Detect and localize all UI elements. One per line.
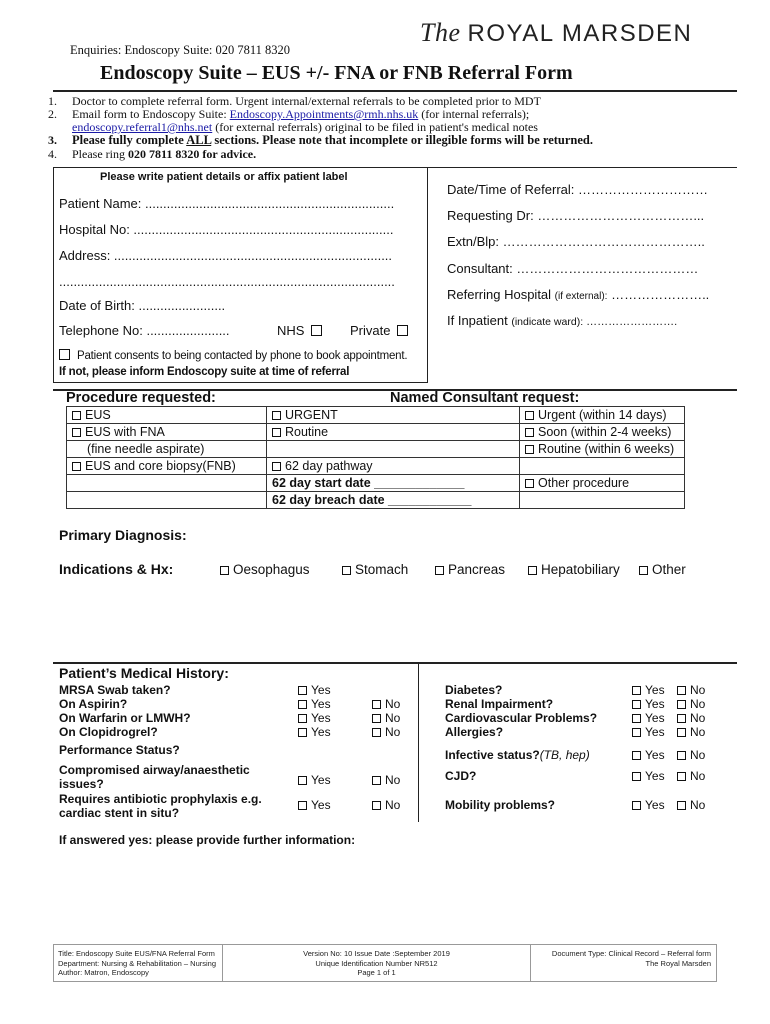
airway-yes-checkbox[interactable] xyxy=(298,776,307,785)
infective-yes[interactable] xyxy=(632,748,665,762)
diabetes-label: Diabetes? xyxy=(445,683,503,697)
urgent-label: URGENT xyxy=(285,408,338,422)
hepatobiliary-label: Hepatobiliary xyxy=(541,562,620,577)
antibiotic-no-label: No xyxy=(385,798,401,812)
pathway-checkbox[interactable] xyxy=(272,462,281,471)
antibiotic-yes-checkbox[interactable] xyxy=(298,801,307,810)
private-option[interactable] xyxy=(350,323,412,338)
clopidogrel-yes[interactable] xyxy=(298,725,331,739)
urgent14-label: Urgent (within 14 days) xyxy=(538,408,667,422)
allergies-label: Allergies? xyxy=(445,725,504,739)
indication-pancreas[interactable] xyxy=(435,562,505,577)
inpatient-ward-field[interactable] xyxy=(447,313,677,328)
empty-cell xyxy=(267,441,520,458)
footer-uid: Unique Identification Number NR512 xyxy=(315,958,438,968)
hepatobiliary-checkbox[interactable] xyxy=(528,566,537,575)
warfarin-no[interactable] xyxy=(372,711,400,725)
empty-cell xyxy=(67,475,267,492)
eus-option[interactable] xyxy=(67,407,267,424)
hospital-no-field[interactable]: Hospital No: ........................................................................ xyxy=(59,222,394,237)
warfarin-no-label: No xyxy=(385,711,401,725)
instruction-3-pre: Please fully complete xyxy=(72,133,187,147)
antibiotic-yes-label: Yes xyxy=(311,798,331,812)
mrsa-yes-label: Yes xyxy=(311,683,331,697)
history-section-top xyxy=(53,662,737,664)
renal-yes-checkbox[interactable] xyxy=(632,700,641,709)
aspirin-yes[interactable] xyxy=(298,697,331,711)
further-info-label: If answered yes: please provide further information: xyxy=(59,833,356,847)
mobility-no-label: No xyxy=(690,798,706,812)
aspirin-no[interactable] xyxy=(372,697,400,711)
diabetes-no[interactable] xyxy=(677,683,705,697)
footer-version: Version No: 10 Issue Date :September 2019 xyxy=(303,949,450,958)
renal-yes-label: Yes xyxy=(645,697,665,711)
consent-option[interactable] xyxy=(59,349,407,362)
patient-section-top xyxy=(53,167,737,168)
footer-org: The Royal Marsden xyxy=(645,958,711,968)
renal-no[interactable] xyxy=(677,697,705,711)
urgent14-checkbox[interactable] xyxy=(525,411,534,420)
warfarin-yes-checkbox[interactable] xyxy=(298,714,307,723)
cardio-no-label: No xyxy=(690,711,706,725)
mobility-no-checkbox[interactable] xyxy=(677,801,686,810)
patient-section-divider xyxy=(427,167,428,382)
address-field[interactable]: Address: ............................................................................. xyxy=(59,248,393,263)
pancreas-checkbox[interactable] xyxy=(435,566,444,575)
urgent-checkbox[interactable] xyxy=(272,411,281,420)
warfarin-yes[interactable] xyxy=(298,711,331,725)
nhs-option[interactable] xyxy=(277,323,326,338)
procedure-heading: Procedure requested: xyxy=(66,390,216,406)
routine-checkbox[interactable] xyxy=(272,428,281,437)
mrsa-yes[interactable] xyxy=(298,683,331,697)
referral-datetime-field[interactable]: Date/Time of Referral: ………………………… xyxy=(447,182,709,197)
other-procedure-option[interactable] xyxy=(520,475,685,492)
mrsa-yes-checkbox[interactable] xyxy=(298,686,307,695)
breach-date-field[interactable]: 62 day breach date ____________ xyxy=(267,492,520,509)
mobility-yes-label: Yes xyxy=(645,798,665,812)
airway-label-2: issues? xyxy=(59,777,104,791)
requesting-dr-field[interactable]: Requesting Dr: ………………………………... xyxy=(447,208,705,223)
clopidogrel-no-checkbox[interactable] xyxy=(372,728,381,737)
diabetes-yes[interactable] xyxy=(632,683,665,697)
allergies-no-checkbox[interactable] xyxy=(677,728,686,737)
routine-option[interactable] xyxy=(267,424,520,441)
mobility-yes-checkbox[interactable] xyxy=(632,801,641,810)
warfarin-no-checkbox[interactable] xyxy=(372,714,381,723)
instruction-2-mid: (for internal referrals); xyxy=(418,107,530,121)
airway-no-checkbox[interactable] xyxy=(372,776,381,785)
eus-label: EUS xyxy=(85,408,111,422)
stomach-checkbox[interactable] xyxy=(342,566,351,575)
address-line-2[interactable]: ............................................................................................. xyxy=(59,274,395,289)
other-label: Other xyxy=(652,562,686,577)
indications-label: Indications & Hx: xyxy=(59,561,174,577)
footer-page: Page 1 of 1 xyxy=(357,968,396,977)
eus-fna-option[interactable] xyxy=(67,424,267,441)
oesophagus-checkbox[interactable] xyxy=(220,566,229,575)
antibiotic-no[interactable] xyxy=(372,798,400,812)
eus-fna-label: EUS with FNA xyxy=(85,425,165,439)
pathway-label: 62 day pathway xyxy=(285,459,373,473)
title-divider xyxy=(53,90,737,92)
logo-name: ROYAL MARSDEN xyxy=(467,20,693,47)
routine6-label: Routine (within 6 weeks) xyxy=(538,442,675,456)
soon-label: Soon (within 2-4 weeks) xyxy=(538,425,672,439)
instruction-3-number: 3. xyxy=(48,133,57,147)
infective-text: Infective status? xyxy=(445,748,540,762)
cardio-no[interactable] xyxy=(677,711,705,725)
indication-hepatobiliary[interactable] xyxy=(528,562,620,577)
airway-no[interactable] xyxy=(372,773,400,787)
antibiotic-label-1: Requires antibiotic prophylaxis e.g. xyxy=(59,792,262,806)
soon-option[interactable] xyxy=(520,424,685,441)
telephone-field[interactable]: Telephone No: ....................... xyxy=(59,323,230,338)
referring-hospital-field[interactable] xyxy=(447,287,709,302)
eus-checkbox[interactable] xyxy=(72,411,81,420)
instruction-1-number: 1. xyxy=(48,94,57,108)
indication-oesophagus[interactable] xyxy=(220,562,310,577)
cjd-yes[interactable] xyxy=(632,769,665,783)
infective-note: (TB, hep) xyxy=(539,748,590,762)
empty-cell xyxy=(67,492,267,509)
airway-yes[interactable] xyxy=(298,773,331,787)
clopidogrel-label: On Clopidrogrel? xyxy=(59,725,158,739)
private-label: Private xyxy=(350,323,391,338)
diabetes-yes-label: Yes xyxy=(645,683,665,697)
indication-other[interactable] xyxy=(639,562,686,577)
allergies-yes[interactable] xyxy=(632,725,665,739)
cjd-no[interactable] xyxy=(677,769,705,783)
instruction-4-post: for advice. xyxy=(199,147,257,161)
clopidogrel-no-label: No xyxy=(385,725,401,739)
page-title: Endoscopy Suite – EUS +/- FNA or FNB Referral Form xyxy=(100,62,573,84)
footer-title: Title: Endoscopy Suite EUS/FNA Referral Form xyxy=(58,949,215,958)
eus-fnb-label: EUS and core biopsy(FNB) xyxy=(85,459,236,473)
infective-yes-checkbox[interactable] xyxy=(632,751,641,760)
fna-note: (fine needle aspirate) xyxy=(67,441,267,458)
cjd-no-label: No xyxy=(690,769,706,783)
diabetes-no-label: No xyxy=(690,683,706,697)
nhs-label: NHS xyxy=(277,323,305,338)
aspirin-yes-checkbox[interactable] xyxy=(298,700,307,709)
footer-department: Department: Nursing & Rehabilitation – Nursing xyxy=(58,958,216,968)
footer-center xyxy=(223,949,530,978)
instruction-3 xyxy=(72,134,593,147)
royal-marsden-logo xyxy=(420,18,692,48)
antibiotic-label-2: cardiac stent in situ? xyxy=(59,806,180,820)
dob-field[interactable]: Date of Birth: ........................ xyxy=(59,298,226,313)
instruction-3-all: ALL xyxy=(186,133,212,147)
mobility-yes[interactable] xyxy=(632,798,665,812)
urgent-option[interactable] xyxy=(267,407,520,424)
referring-hospital-dots: ………………….. xyxy=(607,287,710,302)
indication-stomach[interactable] xyxy=(342,562,408,577)
warfarin-label: On Warfarin or LMWH? xyxy=(59,711,191,725)
pancreas-label: Pancreas xyxy=(448,562,506,577)
diabetes-yes-checkbox[interactable] xyxy=(632,686,641,695)
renal-no-label: No xyxy=(690,697,706,711)
instruction-2-pre: Email form to Endoscopy Suite: xyxy=(72,107,230,121)
consent-note: If not, please inform Endoscopy suite at time of referral xyxy=(59,366,350,378)
patient-section-left xyxy=(53,167,54,382)
allergies-no[interactable] xyxy=(677,725,705,739)
cjd-yes-checkbox[interactable] xyxy=(632,772,641,781)
consent-label: Patient consents to being contacted by phone to book appointment. xyxy=(77,350,408,362)
infective-no-label: No xyxy=(690,748,706,762)
instruction-4-phone: 020 7811 8320 xyxy=(128,147,200,161)
eus-fnb-option[interactable] xyxy=(67,458,267,475)
other-procedure-label: Other procedure xyxy=(538,476,630,490)
routine6-checkbox[interactable] xyxy=(525,445,534,454)
routine-label: Routine xyxy=(285,425,329,439)
empty-cell xyxy=(520,492,685,509)
mobility-label: Mobility problems? xyxy=(445,798,556,812)
clopidogrel-no[interactable] xyxy=(372,725,400,739)
routine6-option[interactable] xyxy=(520,441,685,458)
extn-blp-field[interactable]: Extn/Blp: ……………………………………….. xyxy=(447,234,705,249)
stomach-label: Stomach xyxy=(355,562,409,577)
start-date-field[interactable]: 62 day start date _____________ xyxy=(267,475,520,492)
primary-diagnosis-label: Primary Diagnosis: xyxy=(59,527,187,543)
cardio-yes[interactable] xyxy=(632,711,665,725)
cjd-no-checkbox[interactable] xyxy=(677,772,686,781)
mrsa-label: MRSA Swab taken? xyxy=(59,683,171,697)
instruction-2-post: (for external referrals) original to be filed in patient's medical notes xyxy=(212,120,538,134)
nhs-checkbox[interactable] xyxy=(311,325,322,336)
antibiotic-yes[interactable] xyxy=(298,798,331,812)
warfarin-yes-label: Yes xyxy=(311,711,331,725)
procedure-table xyxy=(66,406,685,509)
aspirin-yes-label: Yes xyxy=(311,697,331,711)
instruction-3-post: sections. Please note that incomplete or illegible forms will be returned. xyxy=(211,133,594,147)
cardio-yes-checkbox[interactable] xyxy=(632,714,641,723)
soon-checkbox[interactable] xyxy=(525,428,534,437)
private-checkbox[interactable] xyxy=(397,325,408,336)
internal-email-link[interactable]: Endoscopy.Appointments@rmh.nhs.uk xyxy=(229,107,419,121)
instruction-1: Doctor to complete referral form. Urgent internal/external referrals to be completed prior to MDT xyxy=(72,94,541,108)
pathway-option[interactable] xyxy=(267,458,520,475)
external-email-link[interactable]: endoscopy.referral1@nhs.net xyxy=(72,120,213,134)
infective-yes-label: Yes xyxy=(645,748,665,762)
other-procedure-checkbox[interactable] xyxy=(525,479,534,488)
eus-fnb-checkbox[interactable] xyxy=(72,462,81,471)
infective-no-checkbox[interactable] xyxy=(677,751,686,760)
instruction-4-number: 4. xyxy=(48,147,57,161)
mobility-no[interactable] xyxy=(677,798,705,812)
cardio-yes-label: Yes xyxy=(645,711,665,725)
clopidogrel-yes-label: Yes xyxy=(311,725,331,739)
empty-cell xyxy=(520,458,685,475)
patient-name-field[interactable]: Patient Name: ..................................................................... xyxy=(59,196,395,211)
footer-doctype: Document Type: Clinical Record – Referral form xyxy=(551,949,711,958)
renal-no-checkbox[interactable] xyxy=(677,700,686,709)
diabetes-no-checkbox[interactable] xyxy=(677,686,686,695)
instruction-4 xyxy=(72,148,256,161)
oesophagus-label: Oesophagus xyxy=(233,562,310,577)
antibiotic-no-checkbox[interactable] xyxy=(372,801,381,810)
footer-right xyxy=(531,949,711,968)
allergies-yes-label: Yes xyxy=(645,725,665,739)
consultant-request-heading: Named Consultant request: xyxy=(390,390,580,406)
patient-details-heading: Please write patient details or affix patient label xyxy=(100,171,348,183)
inpatient-note: (indicate ward): xyxy=(511,316,584,328)
consultant-field[interactable]: Consultant: …………………………………… xyxy=(447,261,699,276)
medical-history-heading: Patient’s Medical History: xyxy=(59,665,229,681)
clopidogrel-yes-checkbox[interactable] xyxy=(298,728,307,737)
consent-checkbox[interactable] xyxy=(59,349,70,360)
patient-section-bottom xyxy=(53,382,428,383)
referring-hospital-note: (if external): xyxy=(554,291,608,302)
airway-label-1: Compromised airway/anaesthetic xyxy=(59,763,250,777)
aspirin-no-label: No xyxy=(385,697,401,711)
cjd-label: CJD? xyxy=(445,769,477,783)
inpatient-label: If Inpatient xyxy=(447,313,512,328)
other-checkbox[interactable] xyxy=(639,566,648,575)
footer-author: Author: Matron, Endoscopy xyxy=(58,968,149,977)
footer-left xyxy=(58,949,216,978)
eus-fna-checkbox[interactable] xyxy=(72,428,81,437)
inpatient-dots: ……………………. xyxy=(583,316,678,328)
cardio-no-checkbox[interactable] xyxy=(677,714,686,723)
aspirin-no-checkbox[interactable] xyxy=(372,700,381,709)
logo-the: The xyxy=(420,18,461,47)
airway-no-label: No xyxy=(385,773,401,787)
urgent14-option[interactable] xyxy=(520,407,685,424)
renal-yes[interactable] xyxy=(632,697,665,711)
infective-no[interactable] xyxy=(677,748,705,762)
allergies-yes-checkbox[interactable] xyxy=(632,728,641,737)
allergies-no-label: No xyxy=(690,725,706,739)
instruction-4-pre: Please ring xyxy=(72,147,128,161)
infective-label xyxy=(445,748,590,762)
cardio-label: Cardiovascular Problems? xyxy=(445,711,598,725)
instruction-2-number: 2. xyxy=(48,107,57,121)
airway-yes-label: Yes xyxy=(311,773,331,787)
history-section-divider xyxy=(418,662,419,822)
aspirin-label: On Aspirin? xyxy=(59,697,128,711)
referring-hospital-label: Referring Hospital xyxy=(447,287,555,302)
renal-label: Renal Impairment? xyxy=(445,697,554,711)
performance-label: Performance Status? xyxy=(59,743,180,757)
further-info-field[interactable] xyxy=(59,852,729,937)
enquiries-text: Enquiries: Endoscopy Suite: 020 7811 8320 xyxy=(70,43,291,57)
cjd-yes-label: Yes xyxy=(645,769,665,783)
